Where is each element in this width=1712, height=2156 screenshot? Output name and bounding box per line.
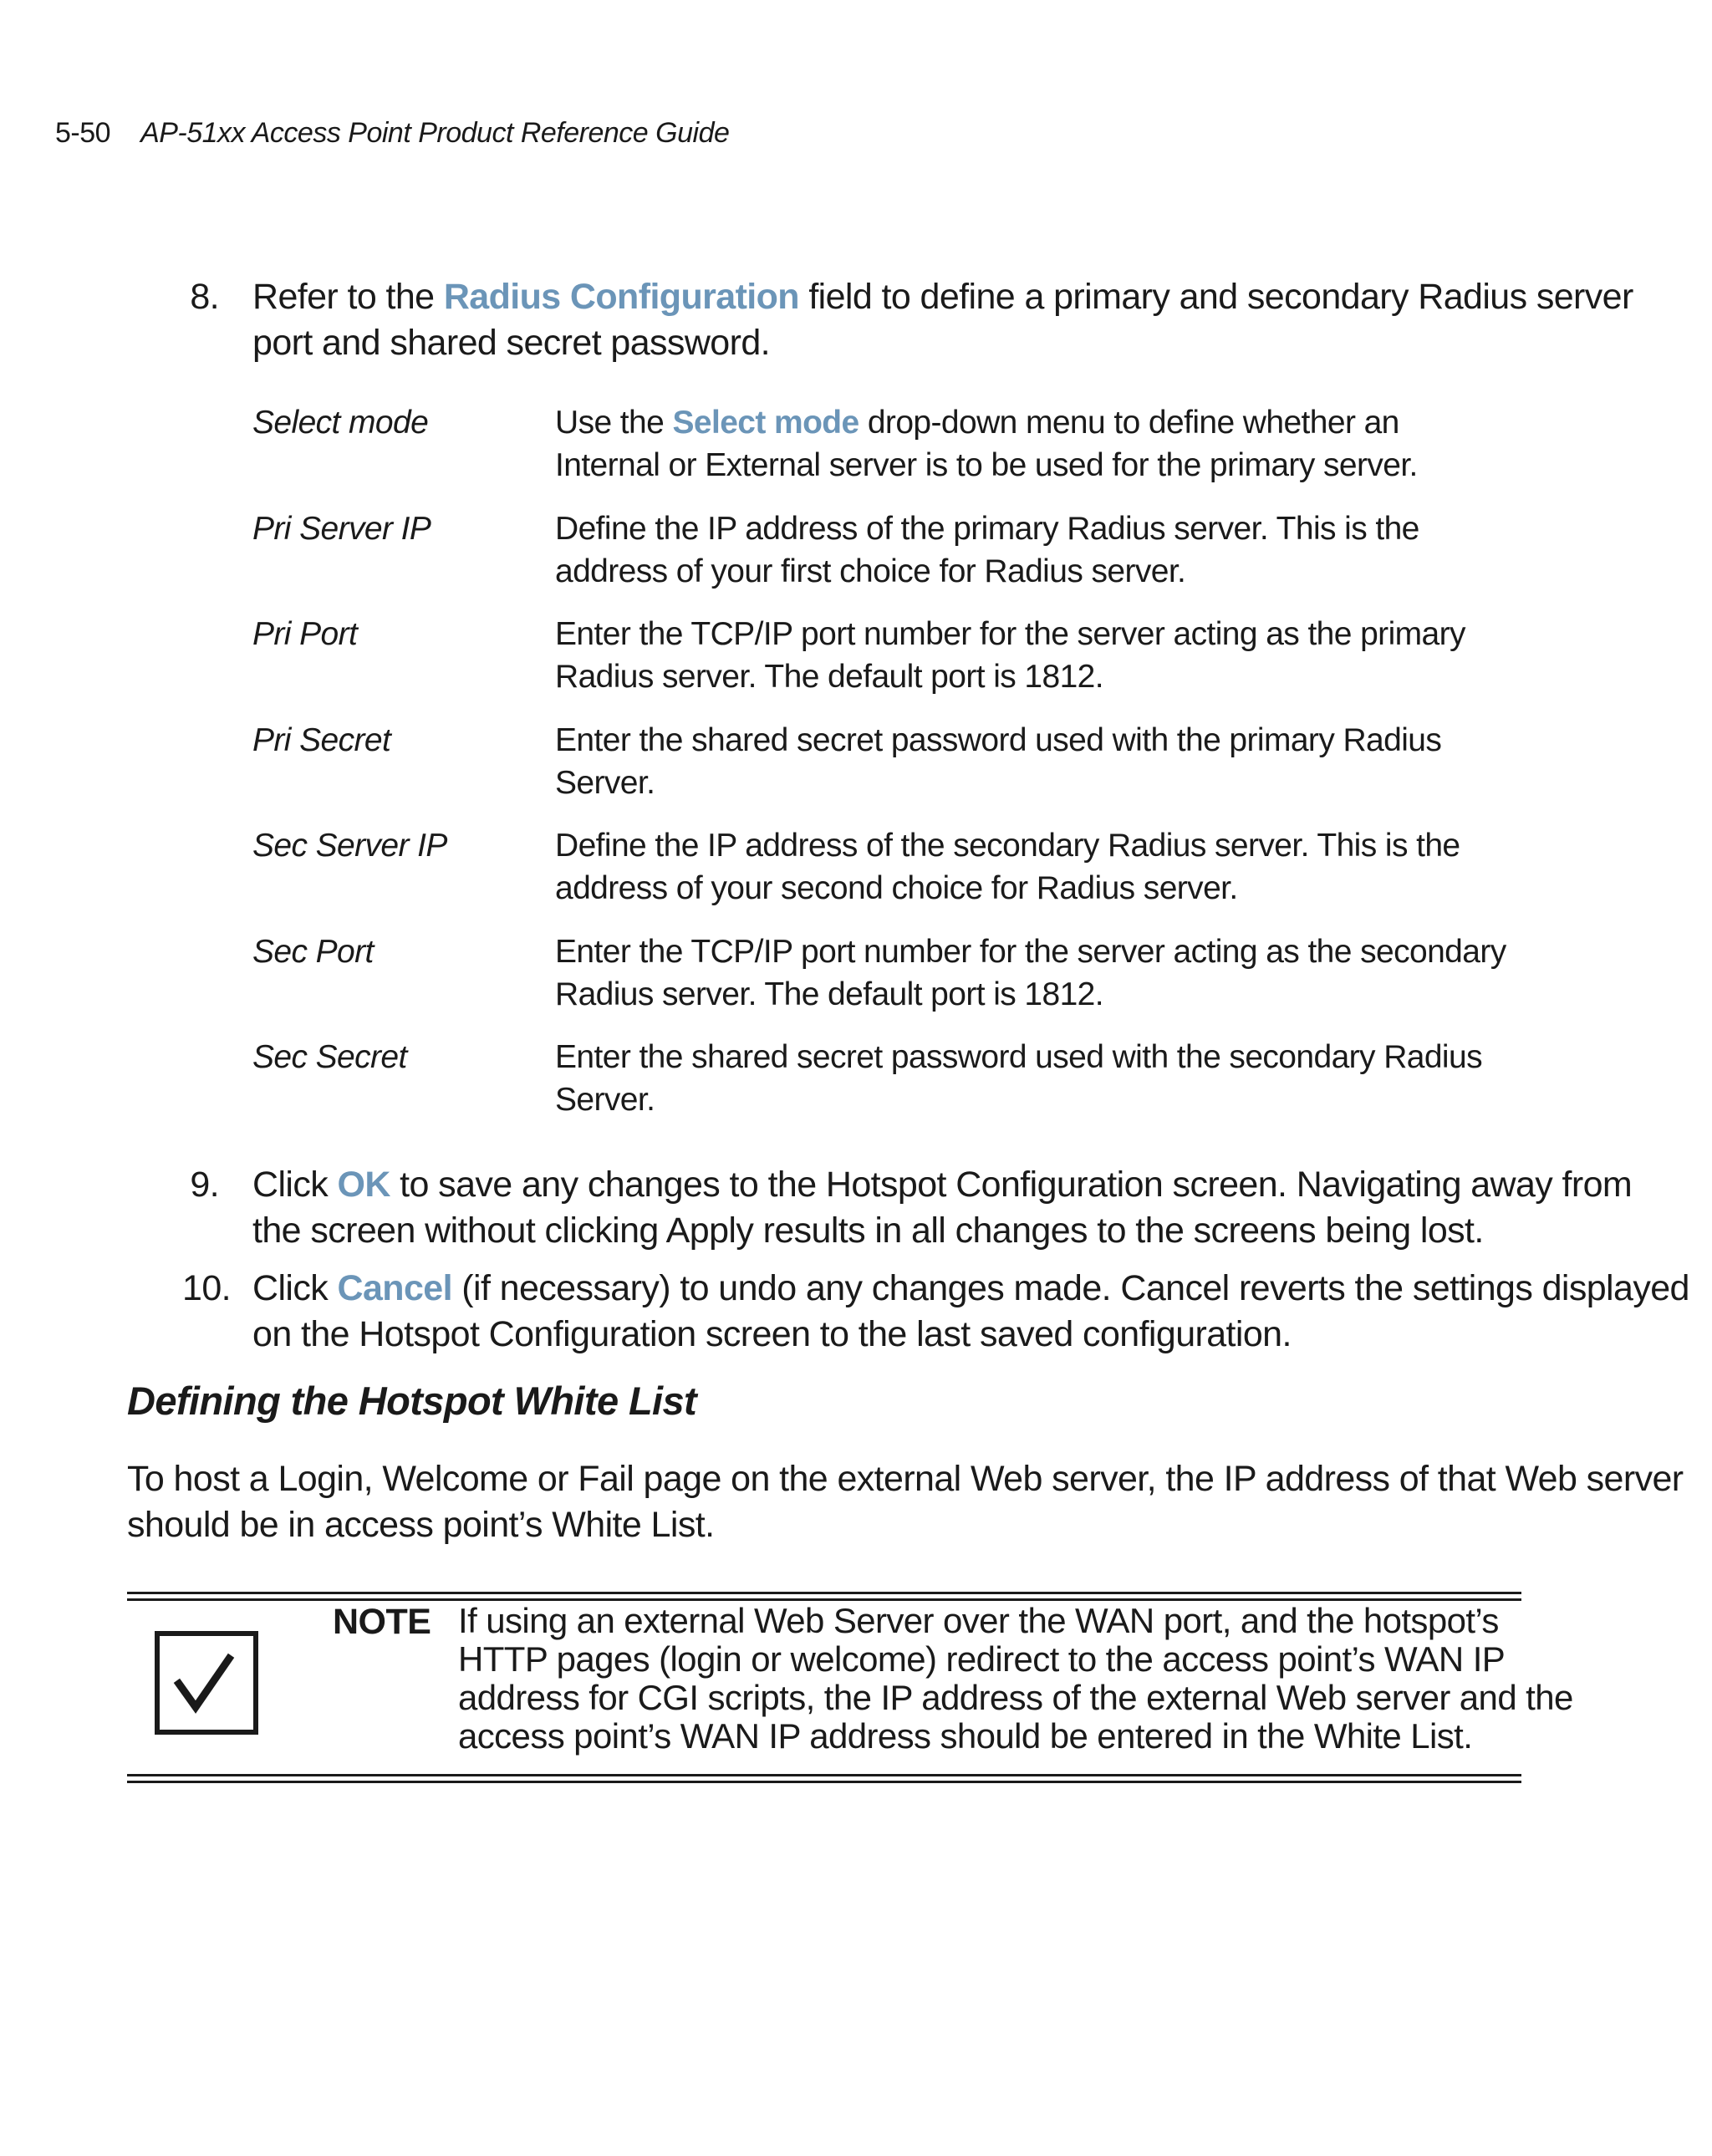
param-name: Pri Secret: [252, 722, 391, 758]
param-name: Pri Server IP: [252, 511, 431, 547]
note-label: NOTE: [333, 1602, 431, 1642]
cancel-term: Cancel: [337, 1268, 452, 1308]
param-desc-line: Radius server. The default port is 1812.: [555, 976, 1104, 1012]
param-name: Sec Secret: [252, 1039, 407, 1075]
step-text-line: Refer to the Radius Configuration field to define a primary and secondary Radius server: [252, 277, 1633, 317]
note-bottom-rule: [127, 1774, 1521, 1776]
step-text-line: port and shared secret password.: [252, 323, 770, 363]
note-box: [127, 1595, 1573, 1784]
param-desc-line: Server.: [555, 1082, 655, 1118]
step-text-line: the screen without clicking Apply results in all changes to the screens being lost.: [252, 1211, 1484, 1251]
param-desc-line: Enter the TCP/IP port number for the server acting as the primary: [555, 616, 1465, 652]
param-desc-line: Internal or External server is to be used for the primary server.: [555, 447, 1418, 483]
section-heading: Defining the Hotspot White List: [127, 1379, 697, 1423]
select-mode-term: Select mode: [672, 405, 859, 441]
param-desc-line: Define the IP address of the primary Radius server. This is the: [555, 511, 1419, 547]
step-number: 10.: [182, 1268, 231, 1308]
note-bottom-rule: [127, 1781, 1521, 1783]
param-desc-line: Define the IP address of the secondary Radius server. This is the: [555, 828, 1460, 864]
checkbox-check-icon: [154, 1630, 254, 1730]
note-text-line: access point’s WAN IP address should be entered in the White List.: [458, 1716, 1473, 1756]
note-top-rule: [127, 1592, 1521, 1594]
param-name: Select mode: [252, 405, 429, 441]
step-text-line: Click Cancel (if necessary) to undo any changes made. Cancel reverts the settings displayed: [252, 1268, 1689, 1308]
note-text-line: HTTP pages (login or welcome) redirect to the access point’s WAN IP: [458, 1639, 1506, 1679]
param-name: Sec Port: [252, 934, 374, 970]
guide-title: AP-51xx Access Point Product Reference Guide: [140, 117, 730, 149]
section-body-line: should be in access point’s White List.: [127, 1505, 715, 1545]
note-text-line: If using an external Web Server over the WAN port, and the hotspot’s: [458, 1601, 1499, 1640]
step-number: 9.: [190, 1165, 219, 1205]
ok-term: OK: [337, 1165, 390, 1205]
step-text-line: Click OK to save any changes to the Hotspot Configuration screen. Navigating away from: [252, 1165, 1633, 1205]
radius-configuration-term: Radius Configuration: [443, 277, 799, 317]
param-desc-line: Enter the shared secret password used with the primary Radius: [555, 722, 1442, 758]
param-desc-line: Enter the TCP/IP port number for the server acting as the secondary: [555, 934, 1506, 970]
param-desc-line: address of your second choice for Radius server.: [555, 870, 1238, 906]
param-name: Sec Server IP: [252, 828, 447, 864]
param-name: Pri Port: [252, 616, 358, 652]
param-desc-line: address of your first choice for Radius server.: [555, 553, 1186, 589]
note-text-line: address for CGI scripts, the IP address of the external Web server and the: [458, 1678, 1573, 1717]
param-desc-line: Use the Select mode drop-down menu to define whether an: [555, 405, 1399, 441]
section-body: [127, 1456, 1684, 1548]
note-text: [458, 1602, 1573, 1756]
step-number: 8.: [190, 277, 219, 317]
page-header: [55, 117, 729, 150]
param-desc-line: Radius server. The default port is 1812.: [555, 659, 1104, 695]
param-desc-line: Server.: [555, 765, 655, 801]
section-body-line: To host a Login, Welcome or Fail page on the external Web server, the IP address of that Web server: [127, 1459, 1684, 1499]
step-text-line: on the Hotspot Configuration screen to the last saved configuration.: [252, 1314, 1292, 1354]
page-number: 5-50: [55, 117, 111, 149]
param-desc-line: Enter the shared secret password used with the secondary Radius: [555, 1039, 1482, 1075]
